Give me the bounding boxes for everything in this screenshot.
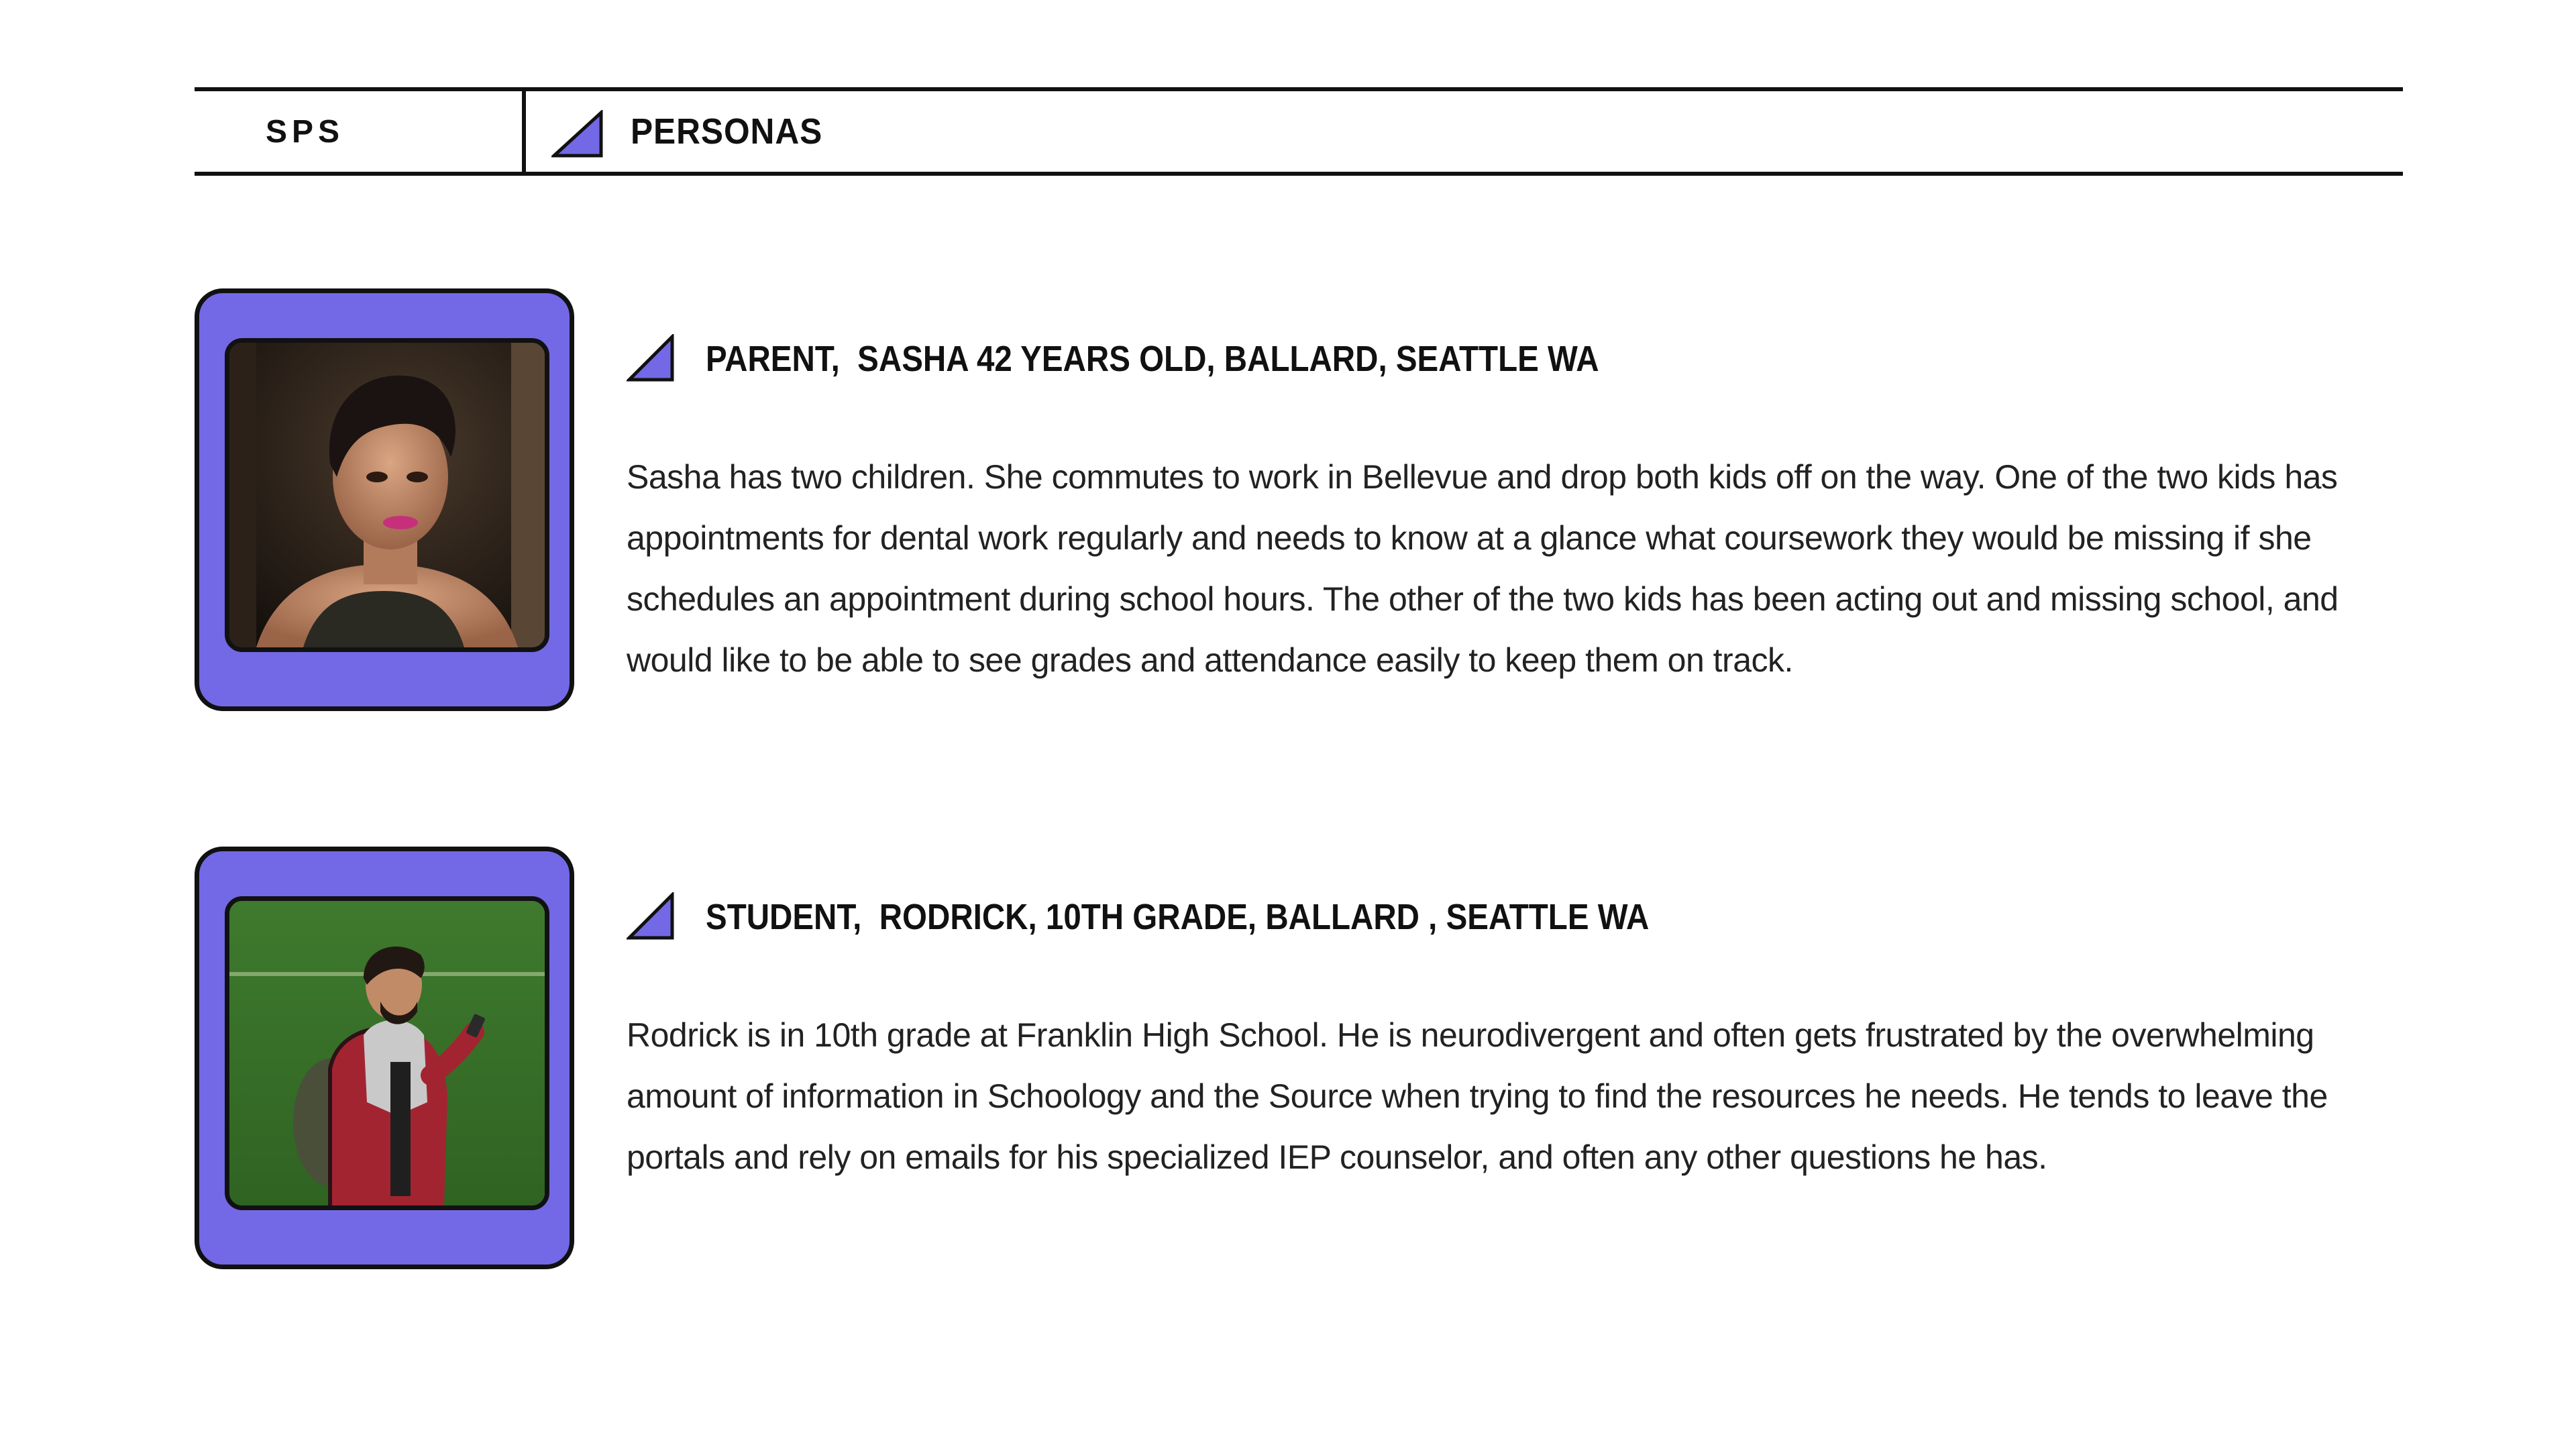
persona-photo [225,338,549,652]
page-header [195,87,2403,176]
triangle-icon [627,892,675,941]
triangle-icon [551,110,604,158]
section-title: PERSONAS [631,111,823,152]
portrait-photo [229,343,545,647]
persona-title: PARENT, SASHA 42 YEARS OLD, BALLARD, SEATTLE WA [706,339,1599,379]
brand-label: SPS [266,113,345,150]
persona-description: Sasha has two children. She commutes to work in Bellevue and drop both kids off on the way. One of the two kids has appointments for dental work regularly and needs to know at a glance what coursework they would be missing if she schedules an appointment during school hours. The other of the two kids has been acting out and missing school, and would like to be able to see grades and attendance easily to keep them on track. [627,458,2339,679]
persona-photo [225,896,549,1210]
persona-title: STUDENT, RODRICK, 10TH GRADE, BALLARD , SEATTLE WA [706,897,1650,937]
header-divider [522,91,526,172]
triangle-icon [627,334,675,382]
portrait-photo [229,901,545,1205]
persona-description: Rodrick is in 10th grade at Franklin High School. He is neurodivergent and often gets frustrated by the overwhelming amount of information in Schoology and the Source when trying to find the resources he needs. He tends to leave the portals and rely on emails for his specialized IEP counselor, and often any other questions he has. [627,1016,2328,1176]
photo-frame [195,288,574,711]
photo-frame [195,847,574,1269]
